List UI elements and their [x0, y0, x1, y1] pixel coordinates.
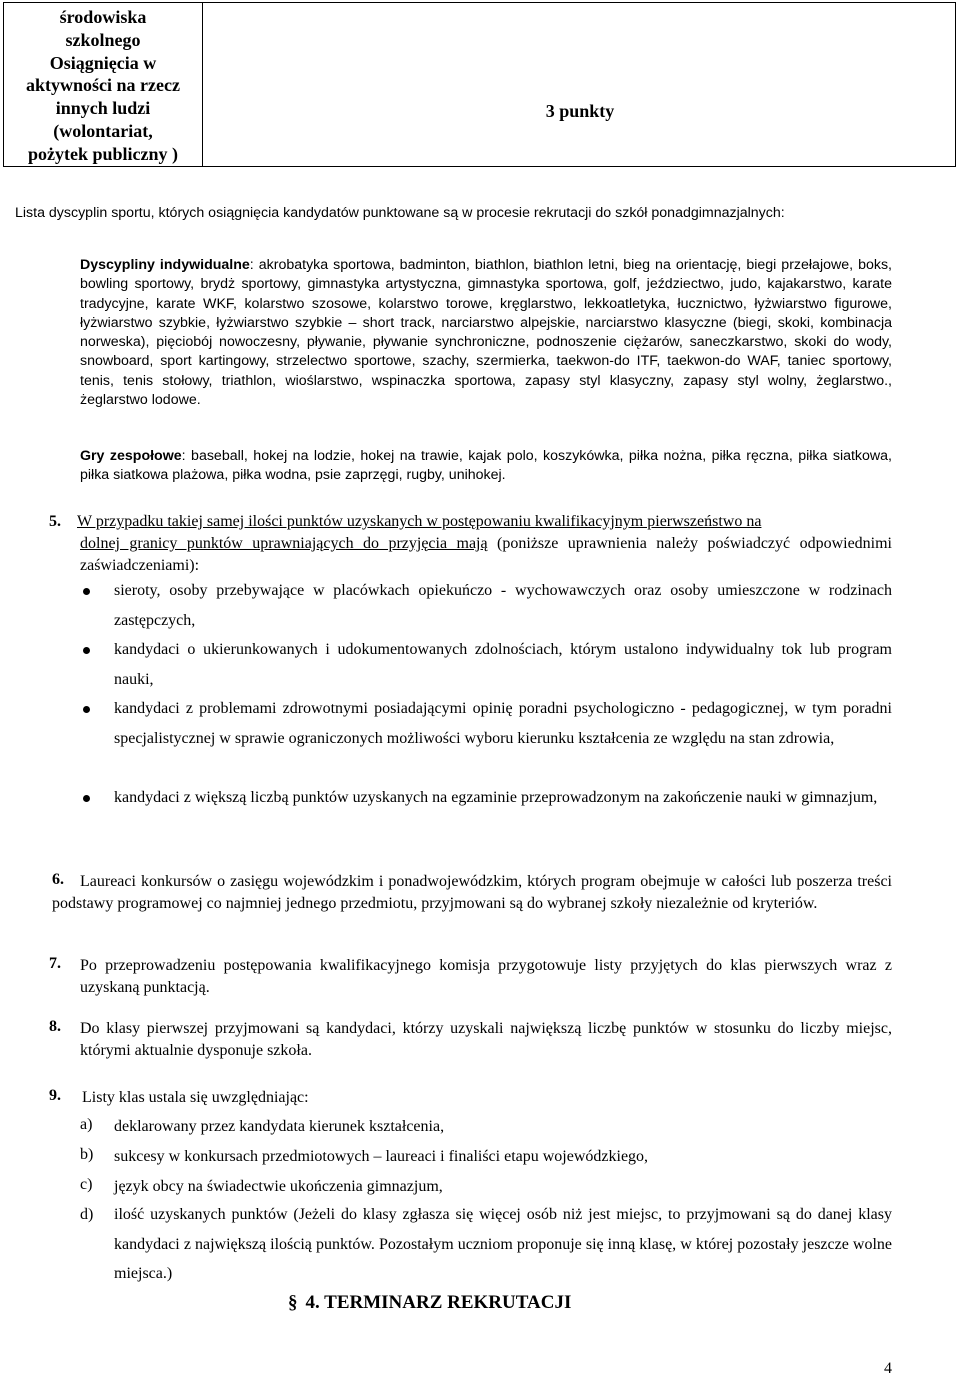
section-5-rest: (poniższe uprawnienia należy poświadczyć odpowiednimi zaświadczeniami): — [80, 535, 893, 574]
heading-text: 4. TERMINARZ REKRUTACJI — [305, 1292, 572, 1313]
section-heading — [288, 1292, 571, 1314]
list-label: b) — [80, 1146, 94, 1163]
bullet-icon — [83, 706, 90, 713]
section-number: 5. — [49, 513, 61, 530]
list-label: a) — [80, 1116, 93, 1133]
section-number: 9. — [49, 1087, 61, 1104]
table-line: środowiska — [59, 7, 147, 27]
table-line: innych ludzi — [55, 98, 151, 119]
criteria-table — [3, 2, 956, 167]
table-line: szkolnego — [65, 29, 141, 50]
table-line: Osiągnięcia w — [49, 52, 157, 73]
table-line: aktywności na rzecz — [26, 75, 180, 96]
section-9-text: Listy klas ustala się uwzględniając: — [82, 1089, 309, 1106]
sports-list-intro: Lista dyscyplin sportu, których osiągnięcia kandydatów punktowane są w procesie rekrutacji do szkół ponadgimnazjalnych: — [15, 205, 785, 221]
section-8-text: Do klasy pierwszej przyjmowani są kandydaci, którzy uzyskali największą liczbę punktów w stosunku do liczby miejsc, którymi aktualnie dysponuje szkoła. — [80, 1020, 892, 1059]
section-5-continued — [80, 533, 892, 576]
section-number: 8. — [49, 1018, 61, 1035]
individual-text: : akrobatyka sportowa, badminton, biathlon, biathlon letni, bieg na orientację, biegi przełajowe, boks, bowling sportowy, brydż sportowy, gimnastyka artystyczna, gimnastyka sportowa, golf, jeździectwo, judo, kajakarstwo, karate tradycyjne, karate WKF, kolarstwo szosowe, kolarstwo torowe, kręglarstwo, lekkoatletyka, łucznictwo, łyżwiarstwo figurowe, łyżwiarstwo szybkie, łyżwiarstwo szybkie – short track, narciarstwo alpejskie, narciarstwo klasyczne (biegi, skoki, kombinacja norweska), pięciobój nowoczesny, pływanie, pływanie synchroniczne, podnoszenie ciężarów, saneczkarstwo, skoki do wody, snowboard, sport kartingowy, strzelectwo sportowe, szachy, szermierka, taekwon-do ITF, taekwon-do WAF, taniec sportowy, tenis, tenis stołowy, triathlon, wioślarstwo, wspinaczka sportowa, zapasy styl klasyczny, zapasy styl wolny, żeglarstwo., żeglarstwo lodowe. — [80, 257, 892, 409]
list-label: d) — [80, 1206, 94, 1223]
list-item: kandydaci z większą liczbą punktów uzyskanych na egzaminie przeprowadzonym na zakończenie nauki w gimnazjum, — [114, 789, 878, 806]
list-item: kandydaci z problemami zdrowotnymi posiadającymi opinię poradni psychologiczno - pedagogicznej, w tym poradni specjalistycznej w sprawie ograniczonych możliwości wyboru kierunku kształcenia ze względu na stan zdrowia, — [114, 700, 892, 747]
individual-disciplines — [80, 256, 892, 410]
page-number: 4 — [884, 1360, 892, 1377]
list-item: sukcesy w konkursach przedmiotowych – laureaci i finaliści etapu wojewódzkiego, — [114, 1148, 649, 1165]
team-label: Gry zespołowe — [80, 448, 182, 464]
list-item: ilość uzyskanych punktów (Jeżeli do klasy zgłasza się więcej osób niż jest miejsc, to przyjmowani są do danej klasy kandydaci z największą ilością punktów. Pozostałym uczniom proponuje się inną klasę, w której pozostały jeszcze wolne miejsca.) — [114, 1206, 892, 1282]
list-item: deklarowany przez kandydata kierunek kształcenia, — [114, 1118, 445, 1135]
individual-label: Dyscypliny indywidualne — [80, 257, 250, 273]
table-line: (wolontariat, — [53, 120, 153, 141]
bullet-icon — [83, 647, 90, 654]
list-item: język obcy na świadectwie ukończenia gimnazjum, — [114, 1178, 443, 1195]
section-number: 7. — [49, 955, 61, 972]
list-item: sieroty, osoby przebywające w placówkach opiekuńczo - wychowawczych oraz osoby umieszczone w rodzinach zastępczych, — [114, 582, 892, 629]
table-divider — [202, 3, 203, 166]
section-sign: § — [288, 1292, 298, 1313]
list-item: kandydaci o ukierunkowanych i udokumentowanych zdolnościach, którym ustalono indywidualny tok lub program nauki, — [114, 641, 892, 688]
section-number: 6. — [52, 871, 64, 888]
bullet-icon — [83, 588, 90, 595]
section-5-underlined-1: W przypadku takiej samej ilości punktów uzyskanych w postępowaniu kwalifikacyjnym pierwszeństwo na — [77, 513, 762, 530]
table-points-cell: 3 punkty — [545, 101, 615, 121]
section-6-text: Laureaci konkursów o zasięgu wojewódzkim i ponadwojewódzkim, których program obejmuje w całości lub poszerza treści podstawy programowej co najmniej jednego przedmiotu, przyjmowani są do wybranej szkoły niezależnie od kryteriów. — [52, 873, 892, 912]
section-5-first-line — [49, 511, 892, 533]
team-text: : baseball, hokej na lodzie, hokej na trawie, kajak polo, koszykówka, piłka nożna, piłka ręczna, piłka siatkowa, piłka siatkowa plażowa, piłka wodna, psie zaprzęgi, rugby, unihokej. — [80, 448, 892, 484]
team-games — [80, 447, 892, 486]
list-label: c) — [80, 1176, 93, 1193]
section-7-text: Po przeprowadzeniu postępowania kwalifikacyjnego komisja przygotowuje listy przyjętych do klas pierwszych wraz z uzyskaną punktacją. — [80, 957, 892, 996]
section-5-underlined-2: dolnej granicy punktów uprawniających do przyjęcia mają — [80, 535, 488, 552]
table-line: pożytek publiczny ) — [27, 143, 178, 164]
table-left-cell — [4, 6, 202, 166]
bullet-icon — [83, 795, 90, 802]
